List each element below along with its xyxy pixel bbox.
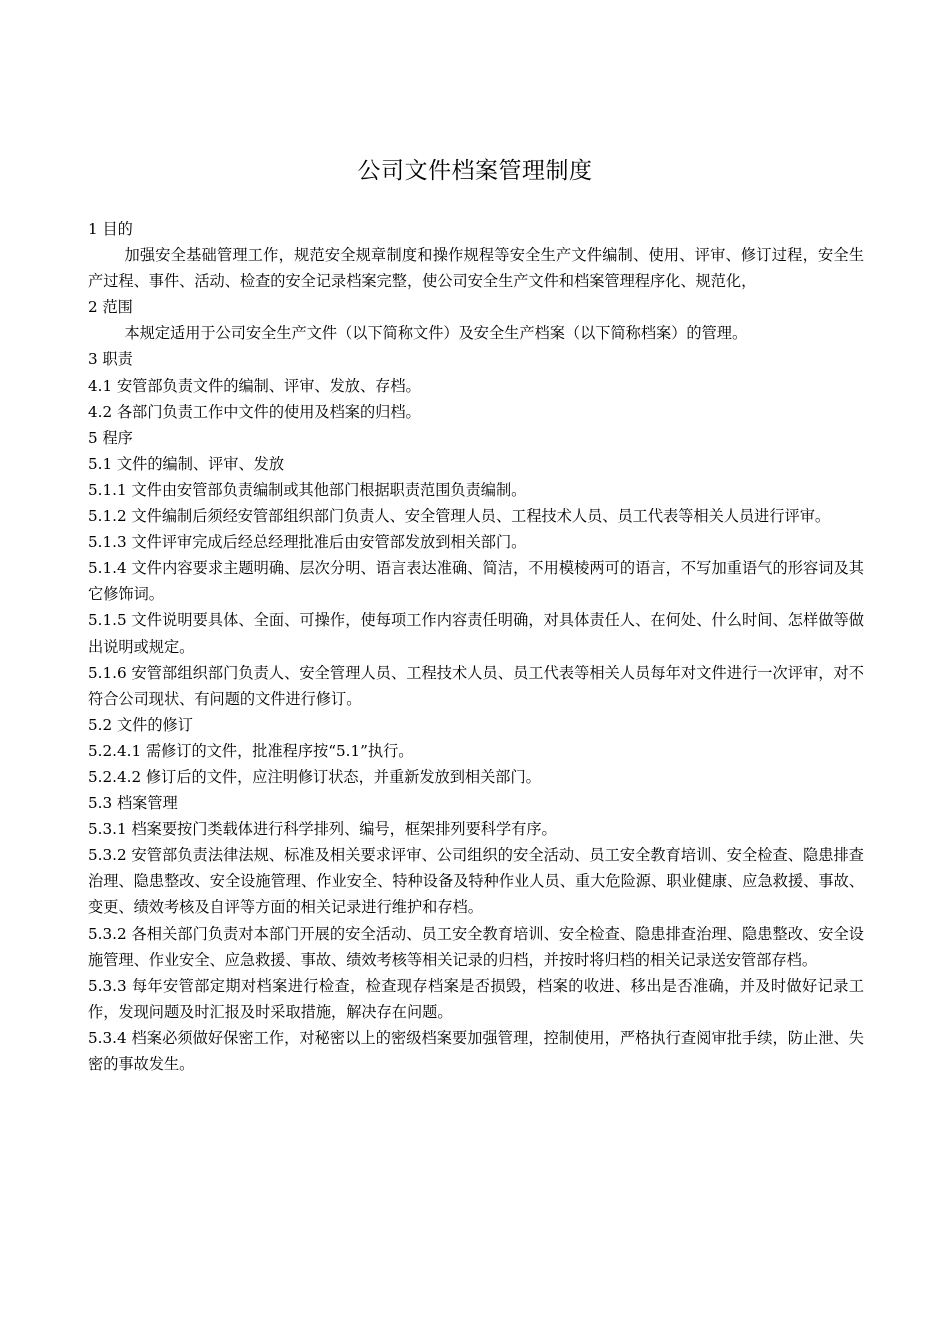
paragraph: 5.3.3 每年安管部定期对档案进行检查，检查现存档案是否损毁，档案的收进、移出是否准确，并及时做好记录工作，发现问题及时汇报及时采取措施，解决存在问题。 (88, 976, 864, 1021)
paragraph: 5.1.3 文件评审完成后经总经理批准后由安管部发放到相关部门。 (88, 533, 527, 552)
paragraph: 5.1.6 安管部组织部门负责人、安全管理人员、工程技术人员、员工代表等相关人员每年对文件进行一次评审，对不符合公司现状、有问题的文件进行修订。 (88, 663, 864, 708)
paragraph: 加强安全基础管理工作，规范安全规章制度和操作规程等安全生产文件编制、使用、评审、修订过程，安全生产过程、事件、活动、检查的安全记录档案完整，使公司安全生产文件和档案管理程序化、规范化， (88, 246, 864, 291)
paragraph: 5.1.4 文件内容要求主题明确、层次分明、语言表达准确、简洁，不用模棱两可的语言，不写加重语气的形容词及其它修饰词。 (88, 559, 864, 604)
paragraph: 5.2.4.1 需修订的文件，批准程序按“5.1”执行。 (88, 741, 414, 760)
paragraph: 5.2 文件的修订 (88, 715, 193, 734)
paragraph: 5.1.1 文件由安管部负责编制或其他部门根据职责范围负责编制。 (88, 480, 527, 499)
paragraph: 5.1.5 文件说明要具体、全面、可操作，使每项工作内容责任明确，对具体责任人、在何处、什么时间、怎样做等做出说明或规定。 (88, 611, 864, 656)
paragraph: 5.3 档案管理 (88, 794, 178, 813)
paragraph: 5.3.2 安管部负责法律法规、标准及相关要求评审、公司组织的安全活动、员工安全教育培训、安全检查、隐患排查治理、隐患整改、安全设施管理、作业安全、特种设备及特种作业人员、重大危险源、职业健康、应急救援、事故、变更、绩效考核及自评等方面的相关记录进行维护和存档。 (88, 846, 864, 917)
document-title: 公司文件档案管理制度 (357, 158, 593, 184)
paragraph: 5.1 文件的编制、评审、发放 (88, 454, 285, 473)
paragraph: 本规定适用于公司安全生产文件（以下简称文件）及安全生产档案（以下简称档案）的管理。 (124, 324, 748, 343)
document-body (88, 216, 864, 1077)
paragraph: 5 程序 (88, 428, 133, 447)
paragraph: 5.1.2 文件编制后须经安管部组织部门负责人、安全管理人员、工程技术人员、员工代表等相关人员进行评审。 (88, 507, 831, 526)
paragraph: 5.3.4 档案必须做好保密工作，对秘密以上的密级档案要加强管理，控制使用，严格执行查阅审批手续，防止泄、失密的事故发生。 (88, 1028, 864, 1073)
paragraph: 5.3.1 档案要按门类载体进行科学排列、编号，框架排列要科学有序。 (88, 820, 557, 839)
paragraph: 5.2.4.2 修订后的文件，应注明修订状态，并重新发放到相关部门。 (88, 767, 541, 786)
paragraph: 2 范围 (88, 298, 133, 317)
paragraph: 1 目的 (88, 220, 133, 238)
paragraph: 4.2 各部门负责工作中文件的使用及档案的归档。 (88, 402, 421, 421)
paragraph: 4.1 安管部负责文件的编制、评审、发放、存档。 (88, 376, 421, 395)
paragraph: 5.3.2 各相关部门负责对本部门开展的安全活动、员工安全教育培训、安全检查、隐患排查治理、隐患整改、安全设施管理、作业安全、应急救援、事故、绩效考核等相关记录的归档，并按时将归档的相关记录送安管部存档。 (88, 924, 864, 969)
paragraph: 3 职责 (88, 350, 133, 369)
